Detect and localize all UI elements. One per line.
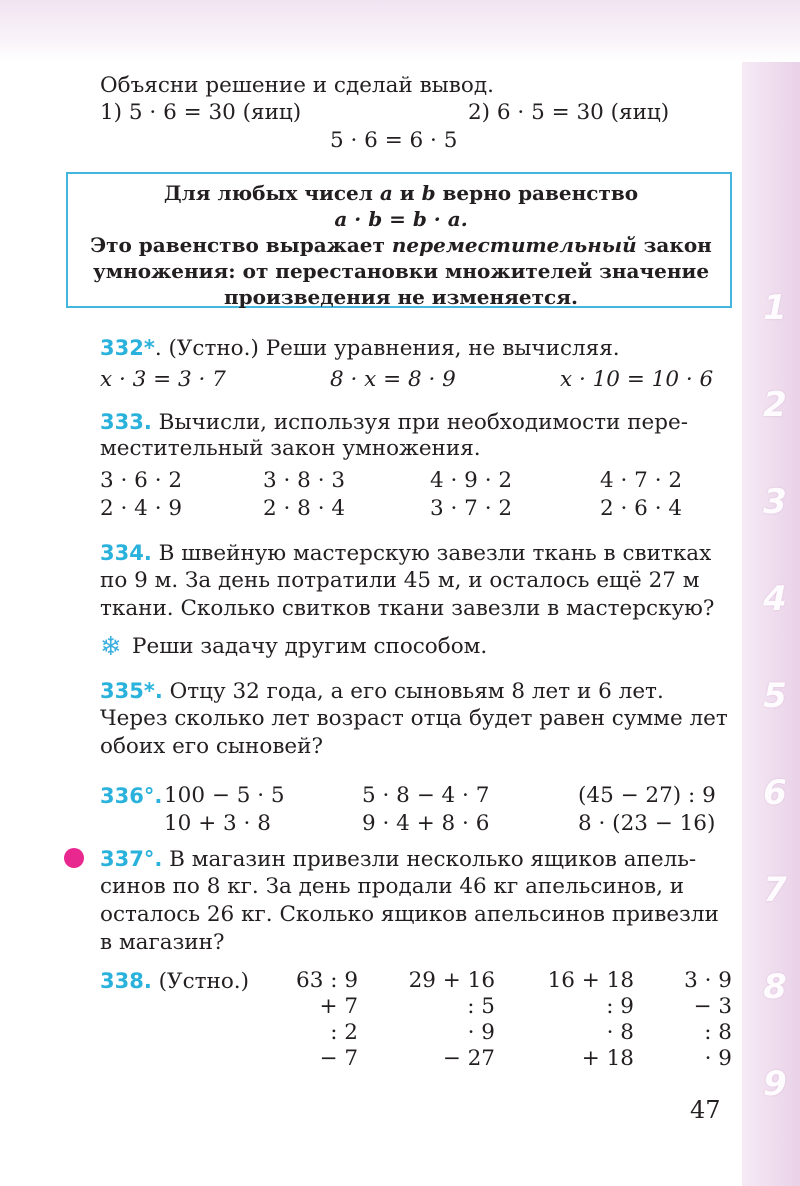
rule-line-5: произведения не изменяется. [224,285,578,309]
tab-6: 6 [763,773,787,813]
ex333-expr: 4 · 7 · 2 [600,468,683,493]
ex338-chain-1-step: − 7 [319,1046,358,1071]
ex336-number: 336°. [100,784,163,808]
ex338-chain-1-step: + 7 [319,994,358,1019]
ex338-chain-2-step: − 27 [442,1046,495,1071]
ex333-line-2: местительный закон умножения. [100,436,481,461]
ex334-line-3: ткани. Сколько свитков ткани завезли в мастерскую? [100,596,715,621]
page-header-band [0,0,800,62]
ex337-number: 337°. [100,847,163,871]
ex333-number: 333. [100,410,152,434]
rule-line-1: Для любых чисел a и b верно равенство [163,181,639,205]
ex338-chain-4-step: − 3 [693,994,732,1019]
snowflake-icon: ❄ [100,632,122,662]
ex337-line-4: в магазин? [100,930,225,955]
page-number: 47 [690,1096,721,1124]
bullet-marker [64,848,84,868]
ex335-line-1: 335*. Отцу 32 года, а его сыновьям 8 лет и 6 лет. [100,679,664,704]
ex332-number: 332* [100,336,155,360]
tab-2: 2 [763,385,787,425]
ex336-expr: 9 · 4 + 8 · 6 [362,811,490,836]
ex332-eq1: x · 3 = 3 · 7 [100,367,226,392]
ex336-expr: 10 + 3 · 8 [164,811,271,836]
ex335-number: 335*. [100,679,163,703]
ex338-chain-2-step: : 5 [467,994,495,1019]
ex338-chain-3-step: + 18 [581,1046,634,1071]
tab-5: 5 [763,676,787,716]
ex334-number: 334. [100,541,152,565]
ex338-chain-1-start: 63 : 9 [296,968,358,993]
ex338-chain-2-start: 29 + 16 [408,968,495,993]
ex338-chain-1-step: : 2 [330,1020,358,1045]
ex338-chain-4-start: 3 · 9 [684,968,732,993]
ex333-line-1: 333. Вычисли, используя при необходимости пере- [100,410,689,435]
ex338-number: 338. [100,969,152,993]
rule-formula: a · b = b · a. [334,207,468,231]
rule-box [66,172,732,308]
ex338-chain-4-step: : 8 [704,1020,732,1045]
tab-3: 3 [763,482,787,522]
intro-equation: 5 · 6 = 6 · 5 [330,128,458,153]
ex332-heading: 332*. (Устно.) Реши уравнения, не вычисляя. [100,336,620,361]
ex334-extra: Реши задачу другим способом. [132,634,488,659]
ex334-line-1: 334. В швейную мастерскую завезли ткань в свитках [100,541,712,566]
ex336-expr: 8 · (23 − 16) [578,811,716,836]
ex332-eq3: x · 10 = 10 · 6 [560,367,714,392]
ex336-expr: 5 · 8 − 4 · 7 [362,783,490,808]
ex333-expr: 2 · 6 · 4 [600,496,683,521]
intro-item-1: 1) 5 · 6 = 30 (яиц) [100,100,302,125]
ex338-heading: 338. (Устно.) [100,969,250,994]
ex337-line-3: осталось 26 кг. Сколько ящиков апельсинов привезли [100,902,719,927]
ex335-line-3: обоих его сыновей? [100,734,323,759]
tab-1: 1 [763,288,787,328]
tab-4: 4 [763,579,787,619]
ex338-chain-2-step: · 9 [467,1020,495,1045]
rule-line-3: Это равенство выражает переместительный закон [90,233,712,257]
tab-8: 8 [763,967,787,1007]
chapter-tab-strip [742,62,800,1186]
tab-7: 7 [763,870,787,910]
ex337-line-1: 337°. В магазин привезли несколько ящиков апель- [100,847,697,872]
ex333-expr: 3 · 7 · 2 [430,496,513,521]
ex333-expr: 3 · 8 · 3 [263,468,346,493]
intro-item-2: 2) 6 · 5 = 30 (яиц) [468,100,670,125]
ex338-chain-3-step: : 9 [606,994,634,1019]
rule-line-4: умножения: от перестановки множителей значение [92,259,710,283]
ex334-line-2: по 9 м. За день потратили 45 м, и осталось ещё 27 м [100,568,700,593]
ex332-eq2: 8 · x = 8 · 9 [330,367,456,392]
ex333-expr: 2 · 8 · 4 [263,496,346,521]
ex338-chain-4-step: · 9 [704,1046,732,1071]
tab-9: 9 [763,1064,787,1104]
ex333-expr: 2 · 4 · 9 [100,496,183,521]
ex335-line-2: Через сколько лет возраст отца будет равен сумме лет [100,706,728,731]
ex337-line-2: синов по 8 кг. За день продали 46 кг апельсинов, и [100,874,685,899]
ex333-expr: 4 · 9 · 2 [430,468,513,493]
ex336-expr: 100 − 5 · 5 [164,783,285,808]
ex336-expr: (45 − 27) : 9 [578,783,716,808]
ex338-chain-3-step: · 8 [606,1020,634,1045]
intro-line: Объясни решение и сделай вывод. [100,73,494,98]
ex333-expr: 3 · 6 · 2 [100,468,183,493]
ex338-chain-3-start: 16 + 18 [547,968,634,993]
